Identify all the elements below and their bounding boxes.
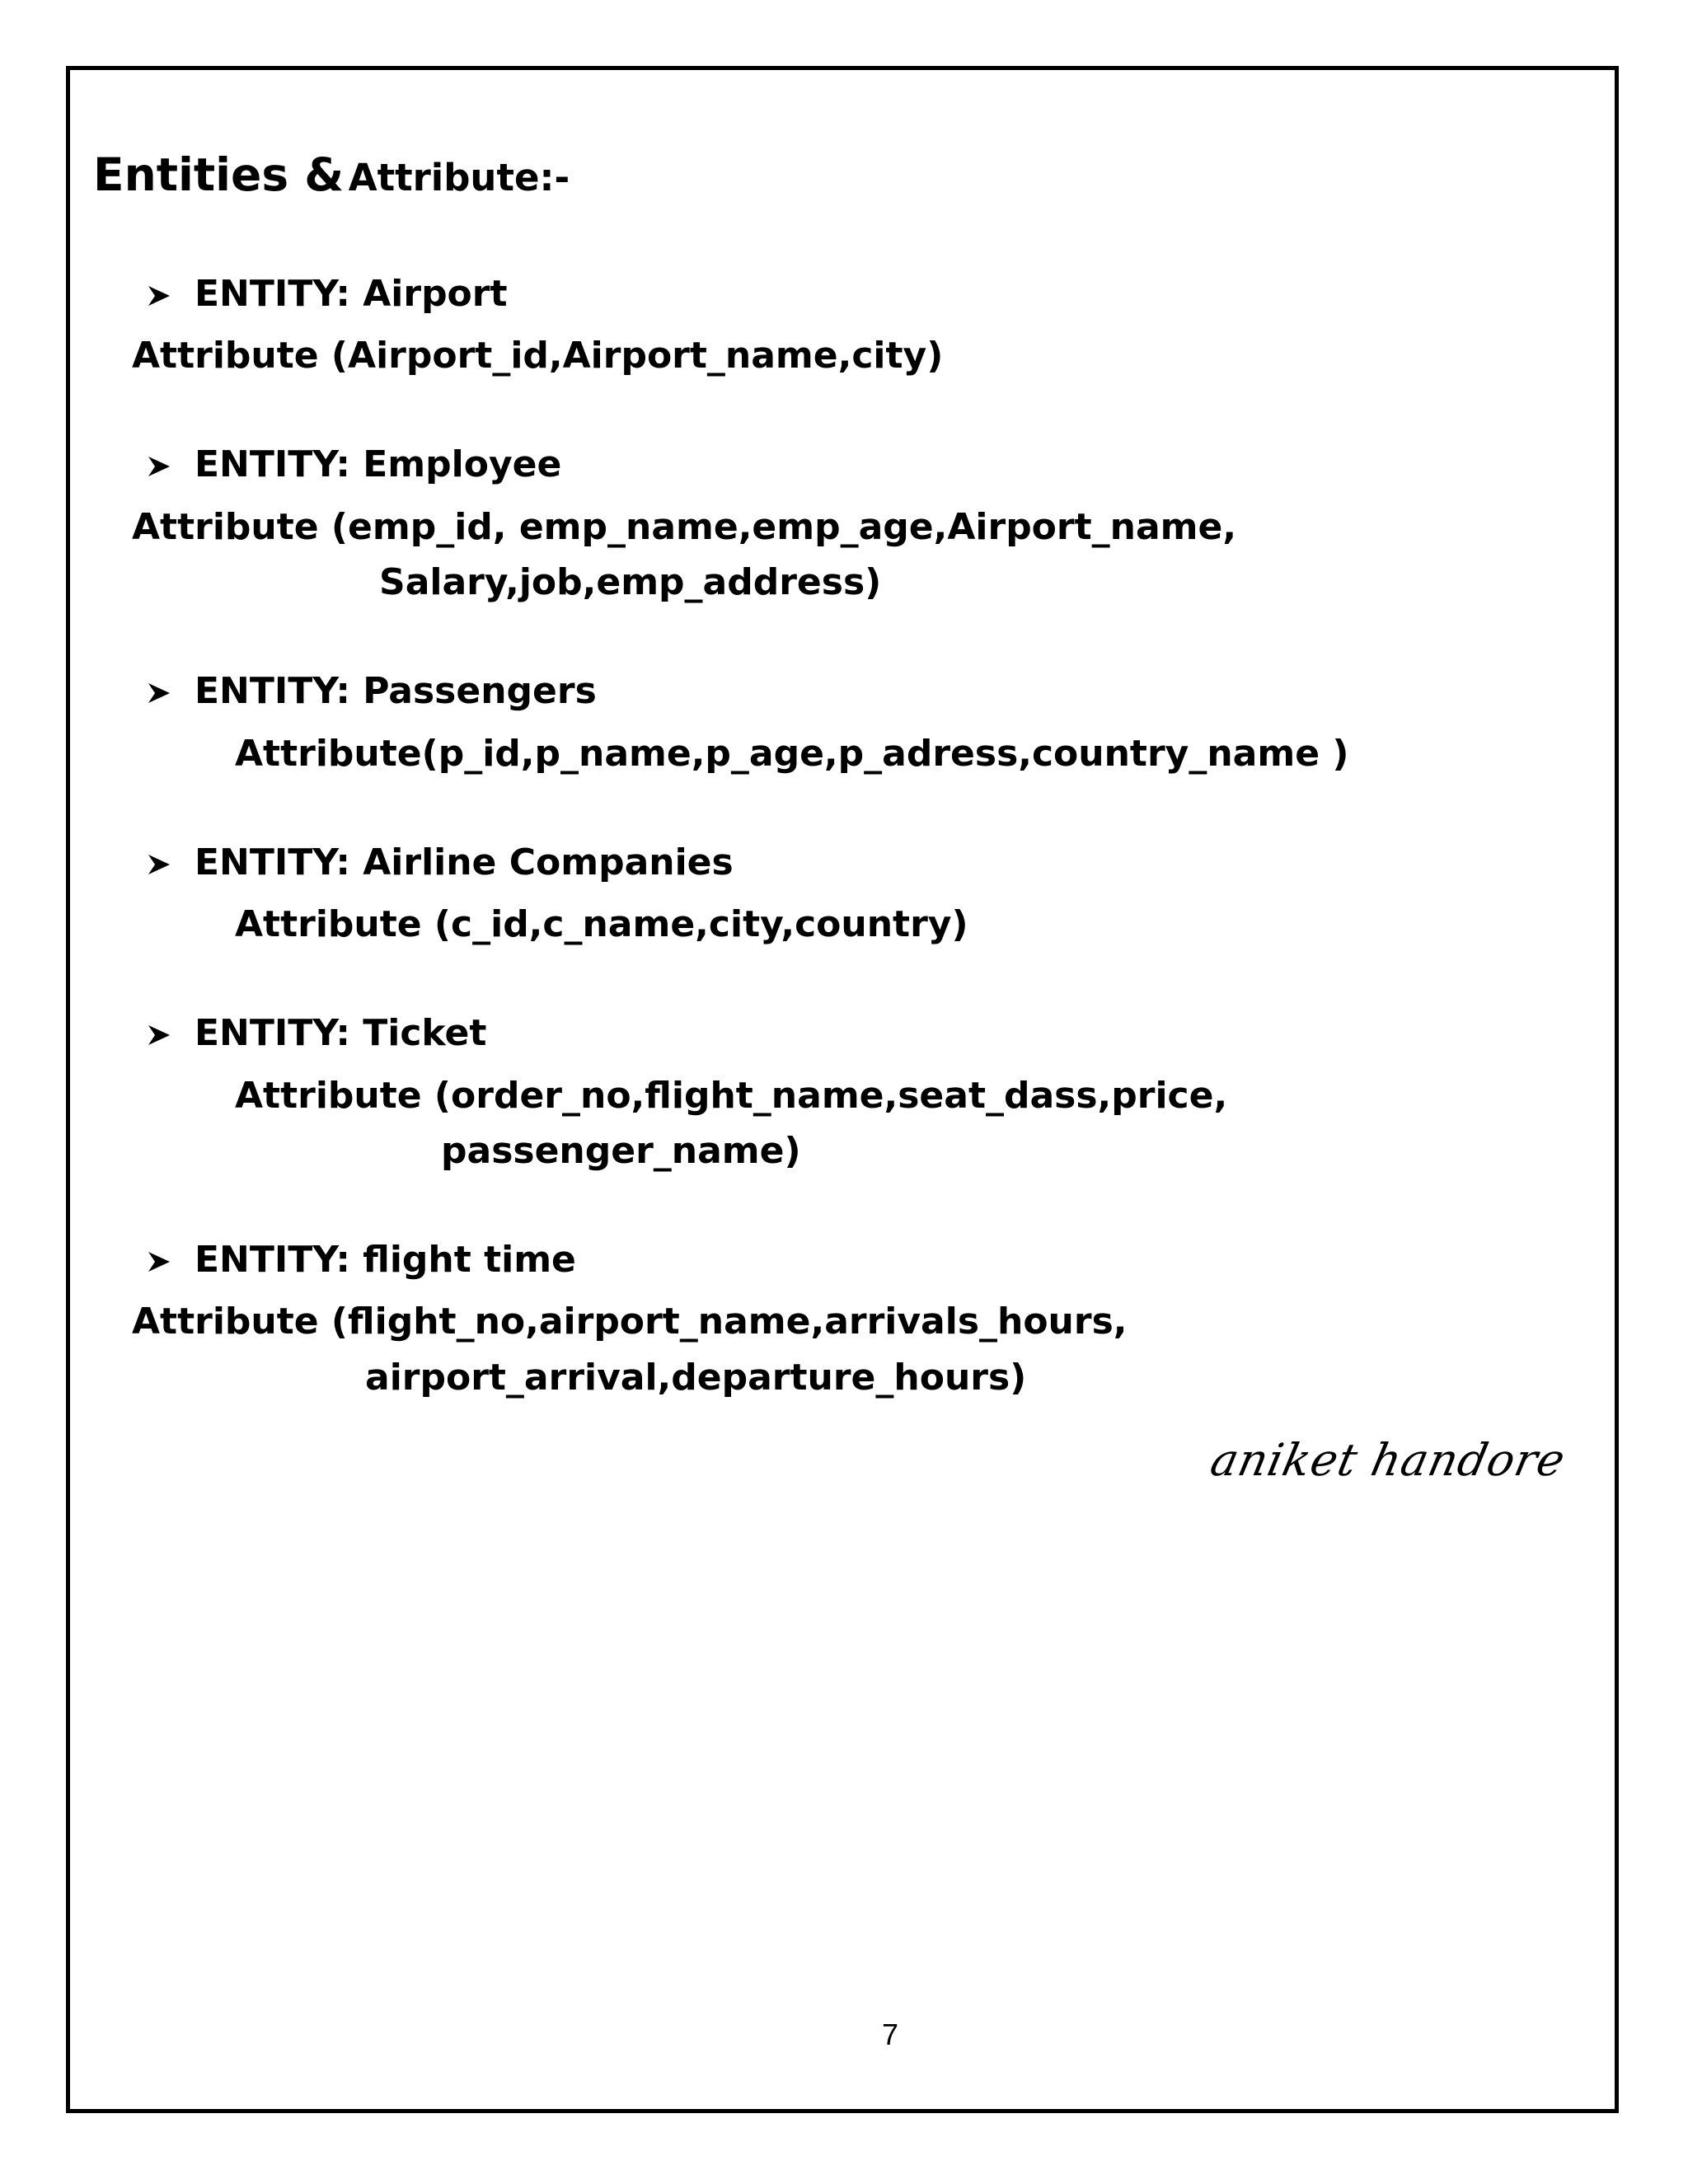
arrowhead-bullet-icon (147, 1250, 171, 1273)
entity-title: ENTITY: flight time (195, 1239, 576, 1281)
entity-attributes-airline-companies: Attribute (c_id,c_name,city,country) (235, 903, 968, 945)
entity-title: ENTITY: Employee (195, 443, 562, 485)
arrowhead-bullet-icon (147, 284, 171, 307)
entity-attributes-flight-time-line-2: airport_arrival,departure_hours) (365, 1357, 1027, 1399)
title-sub: Attribute:- (348, 156, 570, 199)
arrowhead-bullet-icon (147, 1024, 171, 1047)
page-number: 7 (882, 2018, 899, 2051)
entity-heading-flight-time (147, 1239, 576, 1281)
author-signature: aniket handore (1206, 1434, 1571, 1486)
entity-attributes-flight-time-line-1: Attribute (flight_no,airport_name,arrivals_hours, (132, 1301, 1128, 1343)
entity-heading-airline-companies (147, 841, 734, 883)
entity-heading-airport (147, 273, 508, 315)
title-main: Entities & (93, 148, 345, 201)
arrowhead-bullet-icon (147, 853, 171, 876)
entity-title: ENTITY: Airport (195, 273, 508, 315)
entity-title: ENTITY: Ticket (195, 1012, 487, 1054)
entity-attributes-employee-line-1: Attribute (emp_id, emp_name,emp_age,Airport_name, (132, 506, 1237, 548)
entity-attributes-airport: Attribute (Airport_id,Airport_name,city) (132, 335, 944, 377)
page-title (93, 148, 570, 201)
entity-attributes-employee-line-2: Salary,job,emp_address) (379, 561, 882, 603)
arrowhead-bullet-icon (147, 682, 171, 705)
entity-attributes-ticket-line-1: Attribute (order_no,flight_name,seat_dass,price, (235, 1075, 1228, 1117)
entity-heading-ticket (147, 1012, 487, 1054)
entity-heading-passengers (147, 670, 597, 712)
entity-title: ENTITY: Passengers (195, 670, 597, 712)
entity-heading-employee (147, 443, 562, 485)
entity-attributes-ticket-line-2: passenger_name) (441, 1130, 801, 1172)
arrowhead-bullet-icon (147, 455, 171, 478)
entity-attributes-passengers: Attribute(p_id,p_name,p_age,p_adress,country_name ) (235, 733, 1349, 775)
entity-title: ENTITY: Airline Companies (195, 841, 734, 883)
